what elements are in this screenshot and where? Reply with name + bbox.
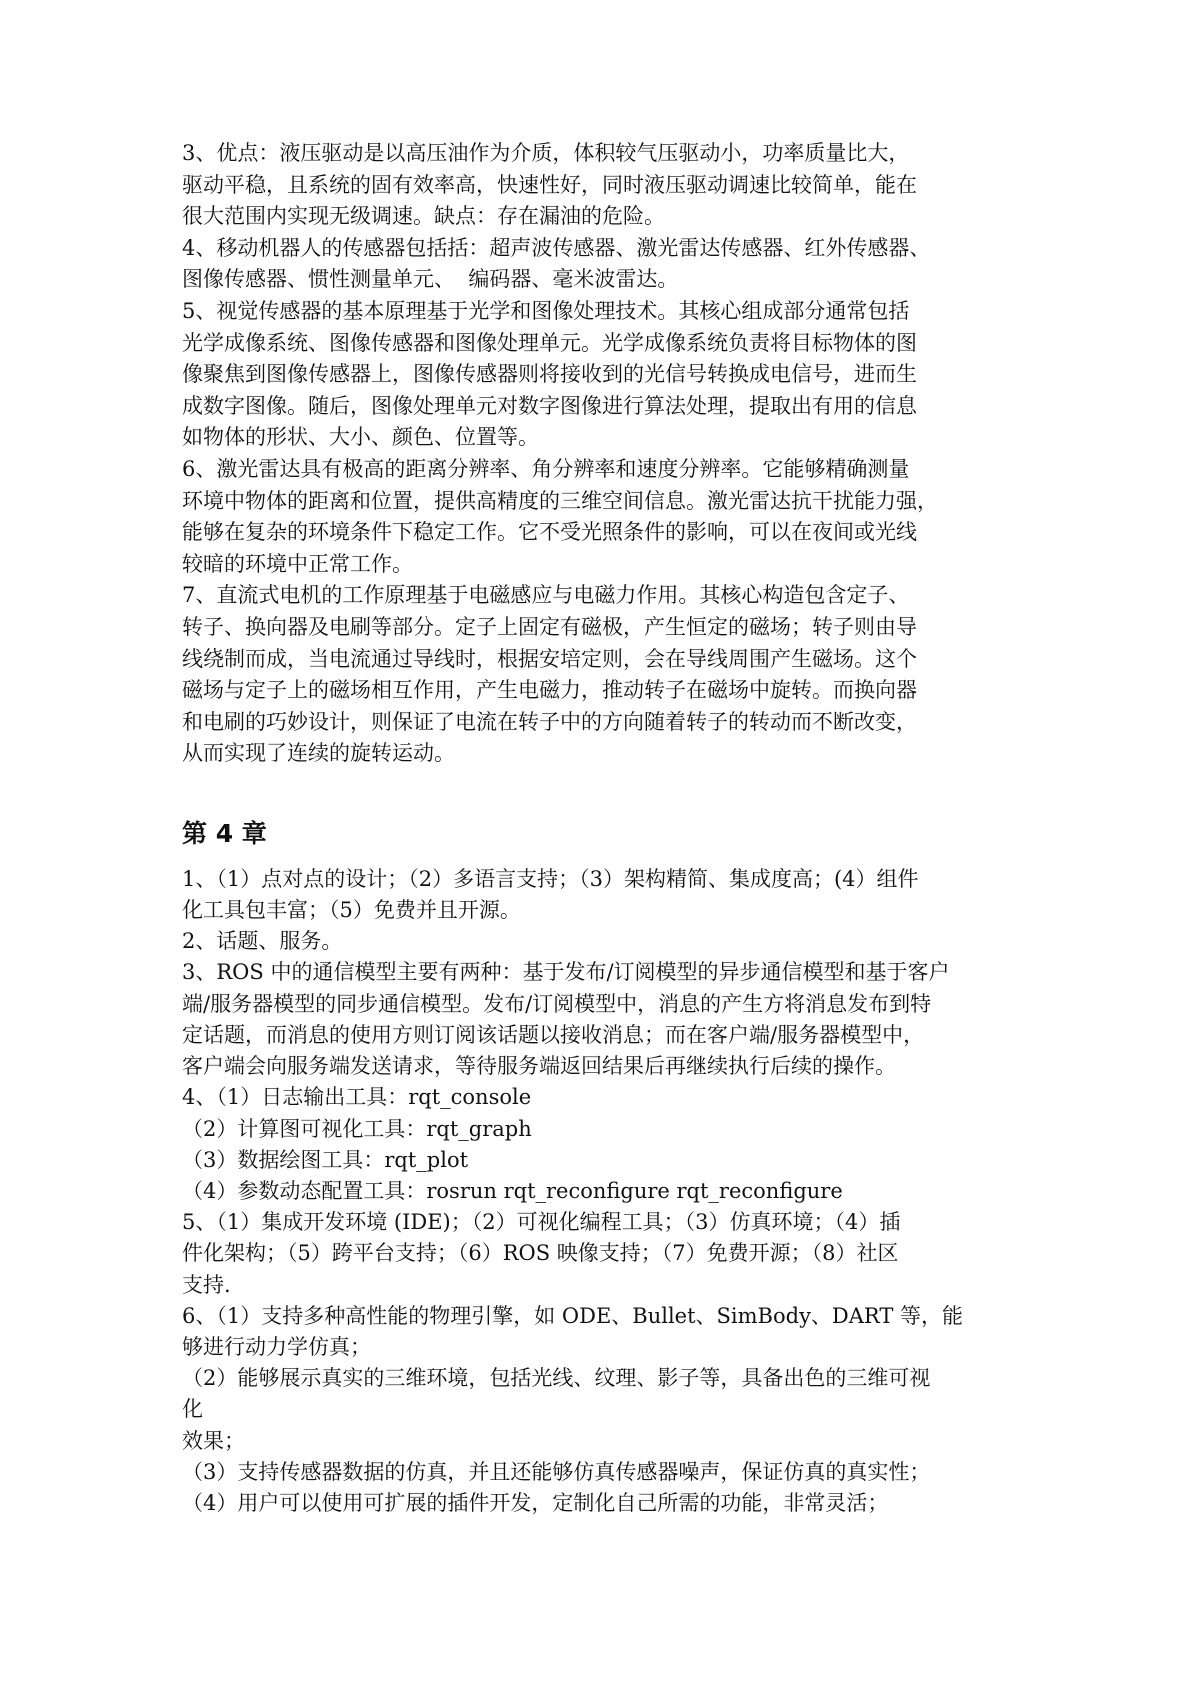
answer-7-dc-motor — [182, 580, 1017, 770]
text-line: 光学成像系统、图像传感器和图像处理单元。光学成像系统负责将目标物体的图 — [182, 330, 917, 355]
previous-chapter-answers — [182, 138, 1017, 770]
text-line: （2）计算图可视化工具：rqt_graph — [182, 1116, 532, 1141]
chapter-4-heading: 第 4 章 — [182, 818, 267, 848]
text-line: 能够在复杂的环境条件下稳定工作。它不受光照条件的影响，可以在夜间或光线 — [182, 520, 917, 545]
document-page — [182, 138, 1017, 1519]
answer-5-vision-sensor — [182, 296, 1017, 454]
text-line: 定话题，而消息的使用方则订阅该话题以接收消息；而在客户端/服务器模型中， — [182, 1022, 925, 1047]
text-line: 3、优点：液压驱动是以高压油作为介质，体积较气压驱动小，功率质量比大， — [182, 141, 910, 165]
text-line: （2）能够展示真实的三维环境，包括光线、纹理、影子等，具备出色的三维可视 — [182, 1366, 931, 1391]
ch4-answer-3 — [182, 957, 1017, 1082]
text-line: 和电刷的巧妙设计，则保证了电流在转子中的方向随着转子的转动而不断改变， — [182, 709, 917, 734]
ch4-answer-6 — [182, 1301, 1017, 1519]
text-line: 6、（1）支持多种高性能的物理引擎，如 ODE、Bullet、SimBody、DART 等，能 — [182, 1303, 964, 1328]
text-line: 很大范围内实现无级调速。缺点：存在漏油的危险。 — [182, 204, 665, 229]
text-line: 线绕制而成，当电流通过导线时，根据安培定则，会在导线周围产生磁场。这个 — [182, 646, 917, 671]
text-line: 5、视觉传感器的基本原理基于光学和图像处理技术。其核心组成部分通常包括 — [182, 298, 910, 323]
text-line: 够进行动力学仿真； — [182, 1334, 371, 1359]
text-line: 较暗的环境中正常工作。 — [182, 551, 413, 576]
text-line: （4）参数动态配置工具：rosrun rqt_reconfigure rqt_reconfigure — [182, 1178, 843, 1203]
text-line: 图像传感器、惯性测量单元、 编码器、毫米波雷达。 — [182, 267, 679, 292]
text-line: 4、移动机器人的传感器包括括：超声波传感器、激光雷达传感器、红外传感器、 — [182, 235, 931, 260]
text-line: 2、话题、服务。 — [182, 929, 343, 954]
text-line: 化 — [182, 1397, 203, 1422]
text-line: 化工具包丰富；（5）免费并且开源。 — [182, 898, 521, 923]
text-line: 驱动平稳，且系统的固有效率高，快速性好，同时液压驱动调速比较简单，能在 — [182, 172, 917, 197]
text-line: 效果； — [182, 1428, 245, 1453]
text-line: 像聚焦到图像传感器上，图像传感器则将接收到的光信号转换成电信号，进而生 — [182, 362, 917, 387]
answer-4-robot-sensors — [182, 233, 1017, 296]
text-line: 客户端会向服务端发送请求，等待服务端返回结果后再继续执行后续的操作。 — [182, 1054, 896, 1079]
text-line: 1、（1）点对点的设计；（2）多语言支持；（3）架构精简、集成度高；(4）组件 — [182, 866, 919, 891]
text-line: 4、（1）日志输出工具：rqt_console — [182, 1085, 532, 1110]
text-line: 3、ROS 中的通信模型主要有两种：基于发布/订阅模型的异步通信模型和基于客户 — [182, 960, 950, 985]
text-line: （4）用户可以使用可扩展的插件开发，定制化自己所需的功能，非常灵活； — [182, 1490, 889, 1515]
text-line: 5、（1）集成开发环境 (IDE)；（2）可视化编程工具；（3）仿真环境；（4）插 — [182, 1210, 901, 1235]
text-line: 7、直流式电机的工作原理基于电磁感应与电磁力作用。其核心构造包含定子、 — [182, 583, 910, 608]
answer-3-hydraulic-drive — [182, 138, 1017, 233]
text-line: 成数字图像。随后，图像处理单元对数字图像进行算法处理，提取出有用的信息 — [182, 393, 917, 418]
chapter-4-answers — [182, 864, 1017, 1519]
text-line: （3）支持传感器数据的仿真，并且还能够仿真传感器噪声，保证仿真的真实性； — [182, 1459, 931, 1484]
text-line: 如物体的形状、大小、颜色、位置等。 — [182, 425, 539, 450]
answer-6-lidar — [182, 454, 1017, 580]
text-line: 从而实现了连续的旋转运动。 — [182, 741, 455, 766]
text-line: 转子、换向器及电刷等部分。定子上固定有磁极，产生恒定的磁场；转子则由导 — [182, 614, 917, 639]
text-line: 磁场与定子上的磁场相互作用，产生电磁力，推动转子在磁场中旋转。而换向器 — [182, 678, 917, 703]
text-line: 端/服务器模型的同步通信模型。发布/订阅模型中，消息的产生方将消息发布到特 — [182, 991, 932, 1016]
ch4-answer-1 — [182, 864, 1017, 926]
text-line: （3）数据绘图工具：rqt_plot — [182, 1147, 469, 1172]
text-line: 环境中物体的距离和位置，提供高精度的三维空间信息。激光雷达抗干扰能力强， — [182, 488, 938, 513]
ch4-answer-2 — [182, 926, 1017, 957]
text-line: 支持. — [182, 1272, 231, 1297]
text-line: 件化架构；（5）跨平台支持；（6）ROS 映像支持；（7）免费开源；（8）社区 — [182, 1241, 899, 1266]
text-line: 6、激光雷达具有极高的距离分辨率、角分辨率和速度分辨率。它能够精确测量 — [182, 456, 910, 481]
ch4-answer-4 — [182, 1082, 1017, 1207]
ch4-answer-5 — [182, 1207, 1017, 1301]
